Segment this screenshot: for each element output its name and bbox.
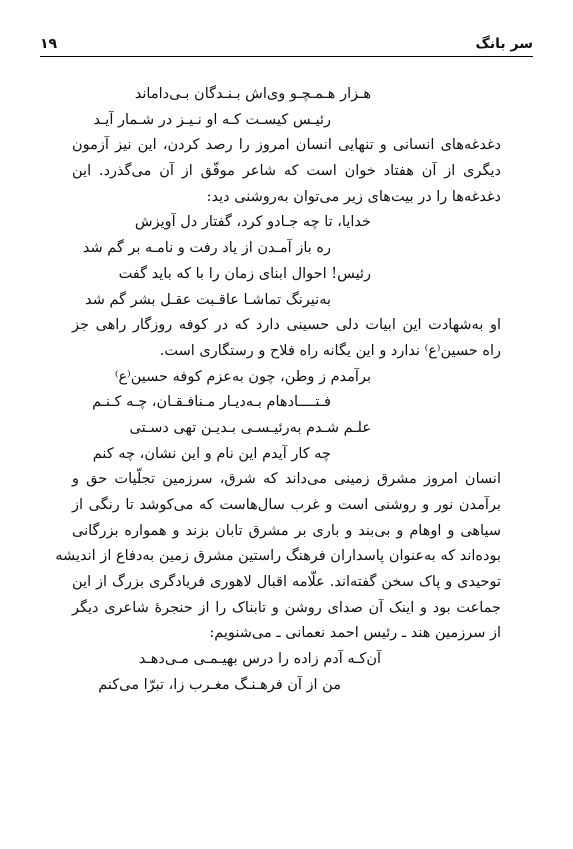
prose-line: راه حسین⁽ع⁾ ندارد و این یگانه راه فلاح و رستگاری است. [159, 342, 501, 359]
running-header [40, 34, 533, 57]
prose-line: او به‌شهادت این ابیات دلی حسینی دارد که در کوفه روزگار راهی جز [72, 317, 501, 334]
verse-line: به‌نیرنگ تماشـا عاقـبت عقـل بشر گم شد [85, 291, 331, 308]
page-body [55, 82, 501, 699]
prose-line: توحیدی و پاک سخن گفته‌اند. علّامه اقبال لاهوری فریادگری بزرگ از این [72, 574, 501, 591]
verse-line: فـتــــادهام بـه‌دیـار مـنافـقـان، چـه کـنـم [92, 394, 331, 411]
verse-line: برآمدم ز وطن، چون به‌عزم کوفه حسین⁽ع⁾ [114, 368, 371, 385]
verse-line: خدایا، تا چه جـادو کرد، گفتار دل آویزش [134, 214, 371, 231]
prose-line: دغدغه‌ها را در بیت‌های زیر می‌توان به‌روشنی دید: [206, 188, 501, 205]
verse-line: ره باز آمـدن از یاد رفت و نامـه بر گم شد [82, 240, 331, 257]
verse-line: رئیـس کیسـت کـه او نـیـز در شـمار آیـد [93, 111, 331, 128]
prose-line: دغدغه‌های انسانی و تنهایی انسان امروز را رصد کردن، این نیز آزمون [72, 137, 501, 154]
page-number: ۱۹ [40, 36, 58, 52]
verse-line: آن‌کـه آدم زاده را درس بهیـمـی مـی‌دهـد [138, 651, 381, 668]
verse-line: من از آن فرهـنـگ مغـرب زا، تبرّا می‌کنم [98, 676, 341, 693]
prose-line: از سرزمین هند ـ رئیس احمد نعمانی ـ می‌شنویم: [209, 625, 501, 642]
prose-line: بوده‌اند که به‌عنوان پاسداران فرهنگ راستین مشرق زمین به‌دفاع از اندیشه [55, 548, 501, 565]
verse-line: هـزار هـمـچـو وی‌اش بـنـدگان بـی‌داماند [134, 86, 371, 102]
prose-line: انسان امروز مشرق زمینی می‌داند که شرق، سرزمین تجلّیات حق و [72, 471, 501, 488]
verse-line: علـم شـدم به‌رئیـسـی بـدیـن تهی دسـتی [129, 419, 371, 436]
prose-line: برآمدن نور و روشنی است و غرب سال‌هاست که می‌کوشد تا رنگی از [72, 497, 501, 513]
verse-line: رئیس! احوال ابنای زمان را با که باید گفت [118, 265, 371, 282]
prose-line: جماعت بود و اینک آن صدای روشن و تابناک را از حنجرهٔ شاعری دیگر [72, 599, 501, 616]
running-title: سر بانگ [475, 36, 533, 52]
verse-line: چه کار آیدم این نام و این نشان، چه کنم [92, 445, 331, 462]
prose-line: دیگری از آن هفتاد خوان است که شاعر موفّق از آن می‌گذرد. این [72, 163, 501, 180]
prose-line: سیاهی و اوهام و بی‌بند و باری بر مشرق تابان بزند و همواره بزرگانی [72, 522, 501, 539]
